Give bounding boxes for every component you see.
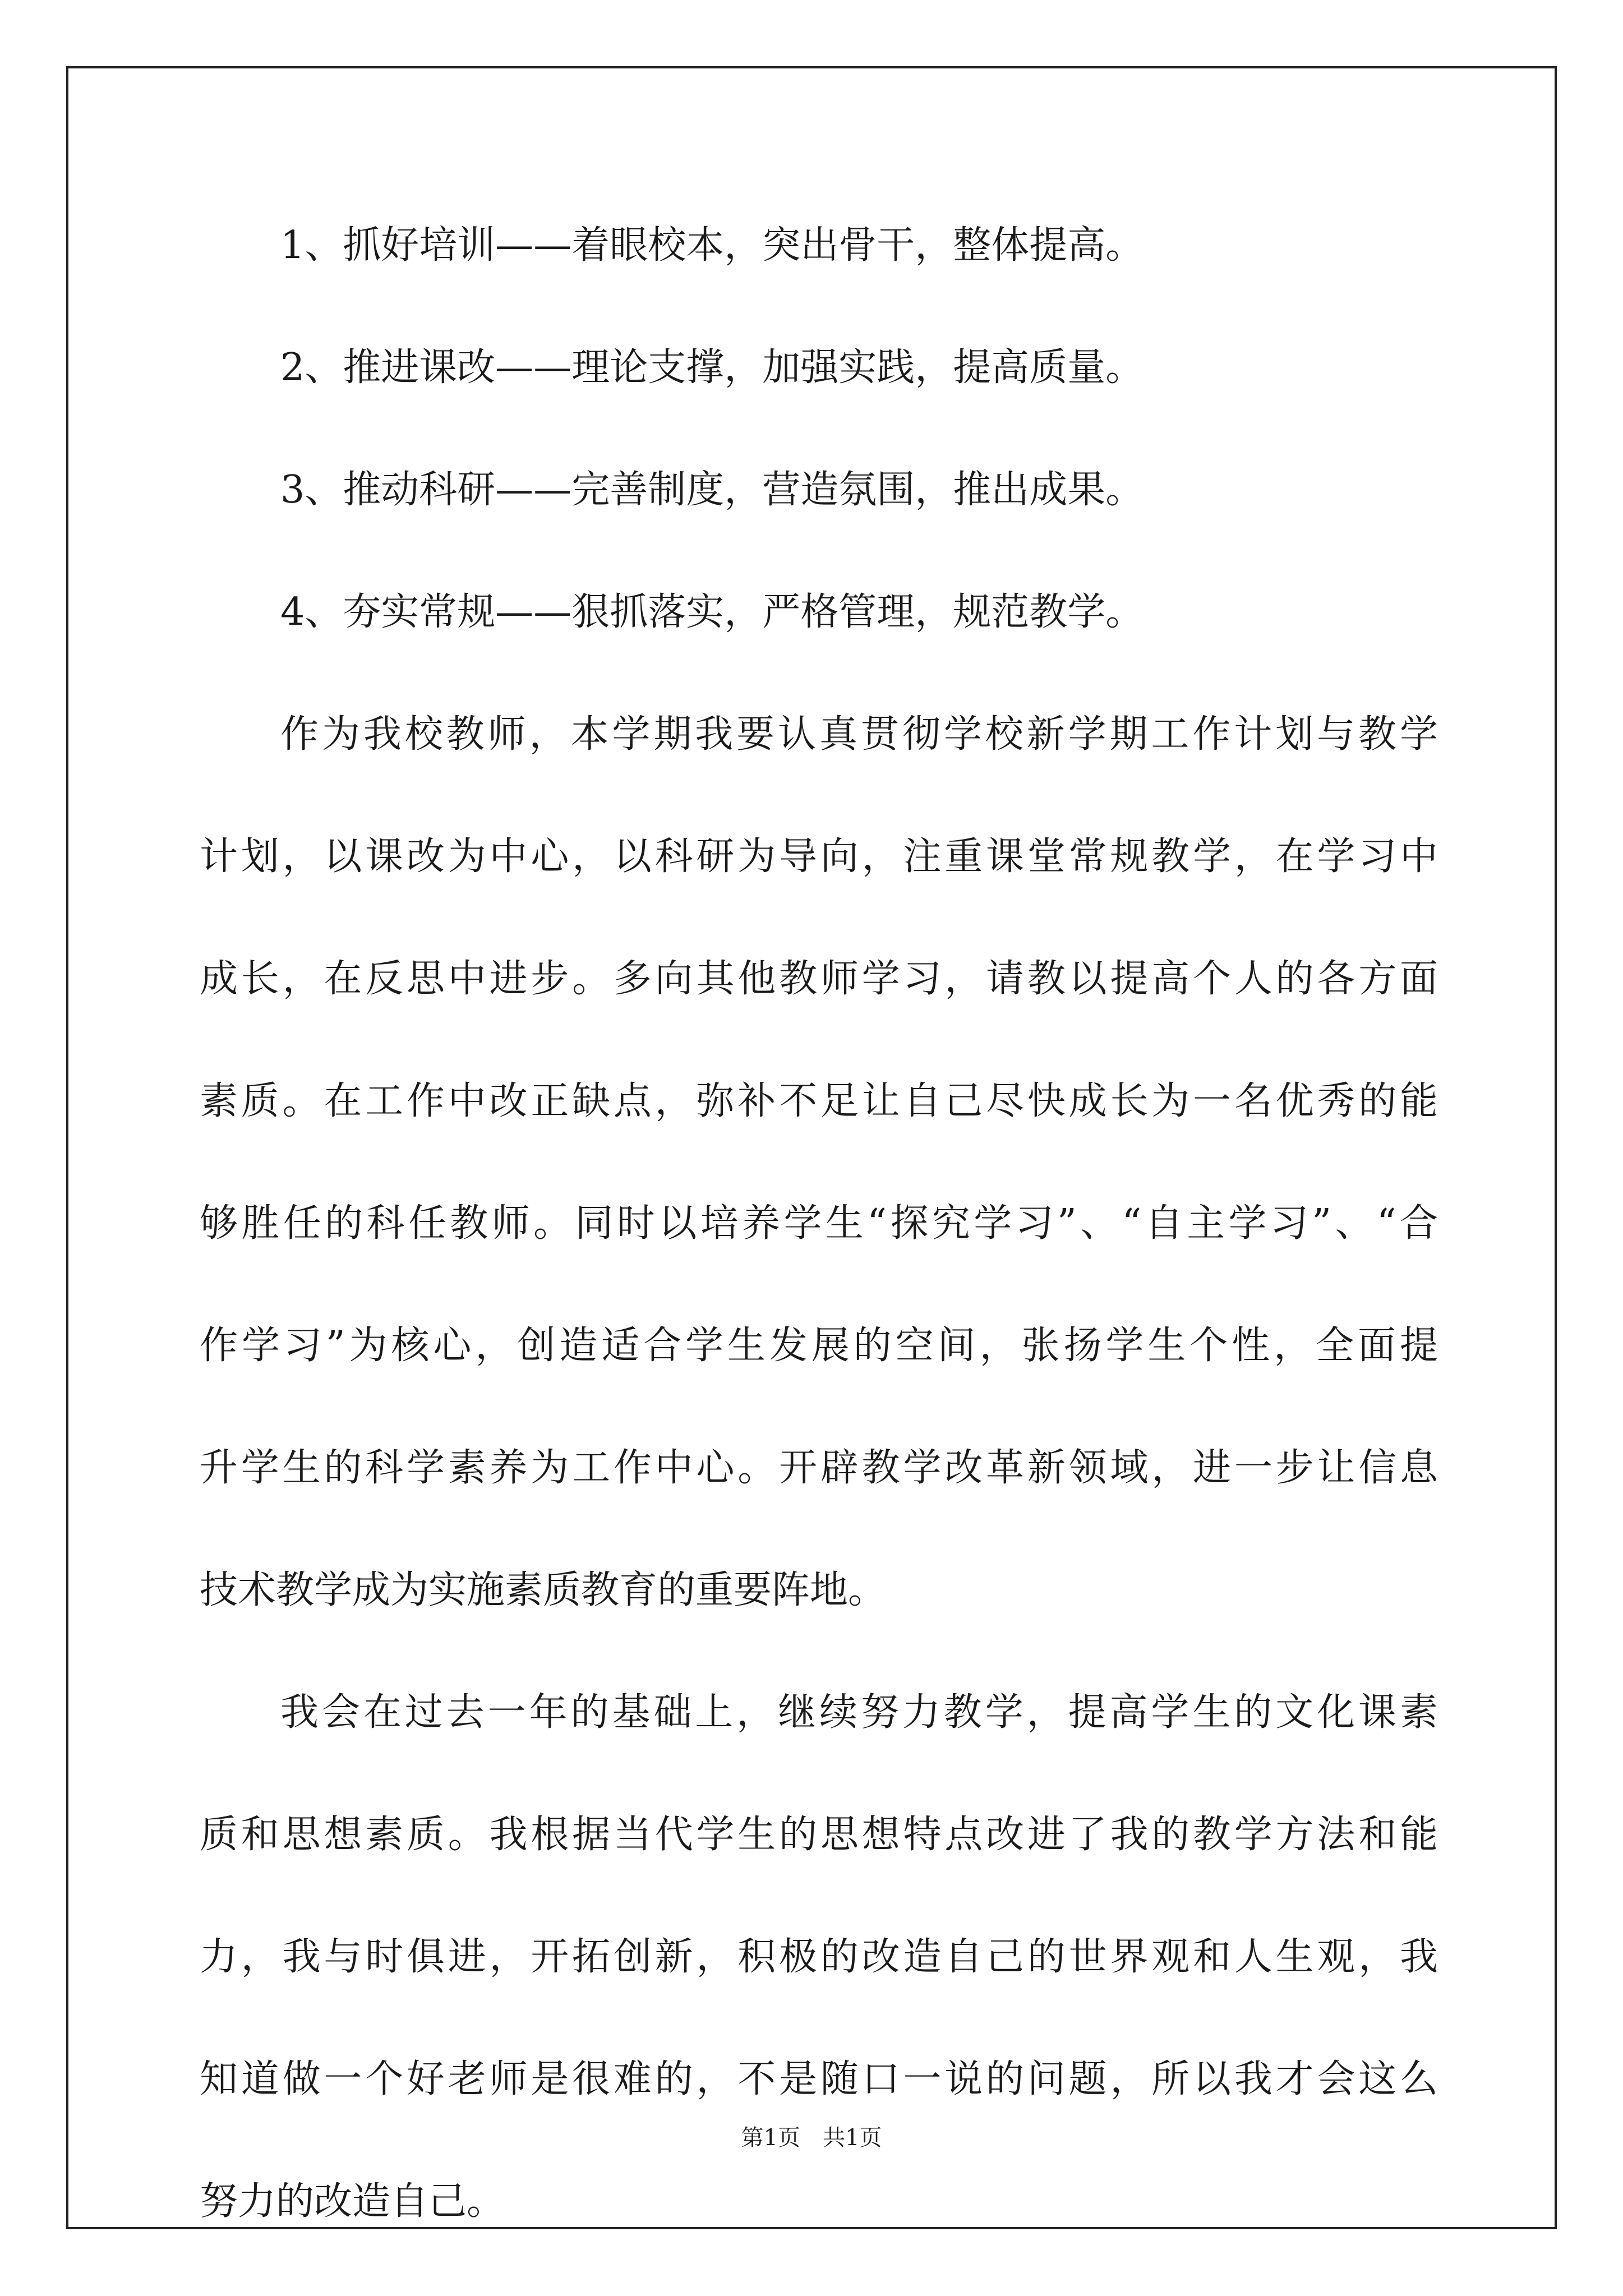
- list-item-4: 4、夯实常规——狠抓落实，严格管理，规范教学。: [280, 590, 1144, 634]
- list-item-2: 2、推进课改——理论支撑，加强实践，提高质量。: [280, 345, 1144, 390]
- paragraph-line: 我会在过去一年的基础上，继续努力教学，提高学生的文化课素: [280, 1690, 1438, 1735]
- page-footer: 第1页 共1页: [741, 2125, 882, 2151]
- paragraph-line: 够胜任的科任教师。同时以培养学生“探究学习”、“自主学习”、“合: [200, 1201, 1438, 1246]
- paragraph-teaching-plan: [200, 707, 1438, 1619]
- paragraph-line: 力，我与时俱进，开拓创新，积极的改造自己的世界观和人生观，我: [200, 1935, 1438, 1979]
- paragraph-line: 素质。在工作中改正缺点，弥补不足让自己尽快成长为一名优秀的能: [200, 1079, 1438, 1123]
- paragraph-line: 计划，以课改为中心，以科研为导向，注重课堂常规教学，在学习中: [200, 835, 1438, 879]
- document-body: [200, 218, 1438, 2296]
- paragraph-line: 技术教学成为实施素质教育的重要阵地。: [200, 1568, 887, 1612]
- paragraph-line: 作为我校教师，本学期我要认真贯彻学校新学期工作计划与教学: [280, 712, 1438, 757]
- paragraph-line: 质和思想素质。我根据当代学生的思想特点改进了我的教学方法和能: [200, 1813, 1438, 1857]
- list-item-1: 1、抓好培训——着眼校本，突出骨干，整体提高。: [280, 223, 1144, 268]
- list-item-3: 3、推动科研——完善制度，营造氛围，推出成果。: [280, 468, 1144, 512]
- paragraph-line: 努力的改造自己。: [200, 2179, 505, 2224]
- paragraph-line: 作学习”为核心，创造适合学生发展的空间，张扬学生个性，全面提: [200, 1324, 1438, 1368]
- paragraph-line: 知道做一个好老师是很难的，不是随口一说的问题，所以我才会这么: [200, 2057, 1438, 2101]
- paragraph-line: 升学生的科学素养为工作中心。开辟教学改革新领域，进一步让信息: [200, 1446, 1438, 1490]
- paragraph-line: 成长，在反思中进步。多向其他教师学习，请教以提高个人的各方面: [200, 957, 1438, 1001]
